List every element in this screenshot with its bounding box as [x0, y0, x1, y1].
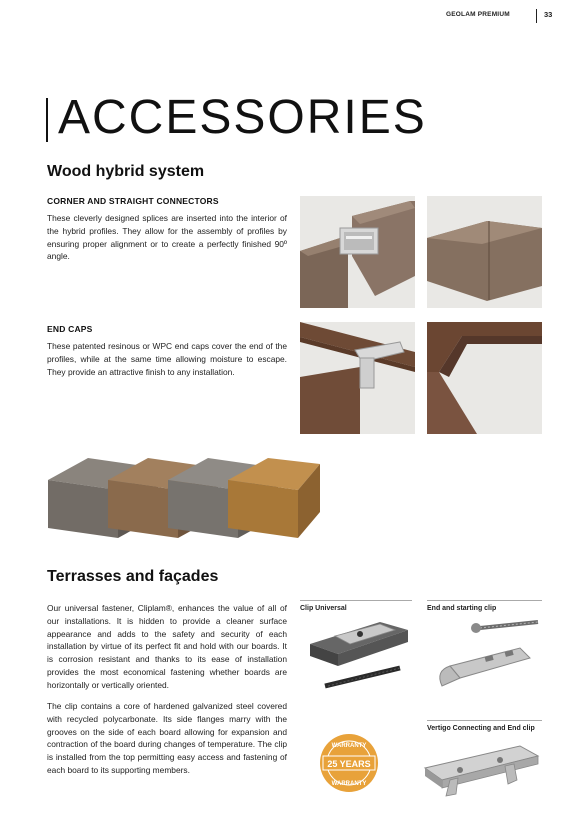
caption-rule — [427, 600, 542, 601]
vertigo-clip-photo — [420, 738, 542, 798]
connectors-body: These cleverly designed splices are inserted into the interior of the hybrid profiles. They allow for the assembly of profiles by ensuring proper alignment or to create a perfectly finished 90º angle. — [47, 213, 287, 262]
end-cap-photo — [300, 322, 415, 434]
title-accent-bar — [46, 98, 48, 142]
caption-rule — [300, 600, 412, 601]
header-brand: GEOLAM PREMIUM — [446, 11, 510, 18]
warranty-badge-top: WARRANTY — [331, 743, 367, 749]
page-number: 33 — [544, 10, 553, 19]
caption-vertigo-clip: Vertigo Connecting and End clip — [427, 725, 535, 732]
caption-clip-universal: Clip Universal — [300, 605, 347, 612]
connector-photo — [300, 196, 415, 308]
caption-end-starting-clip: End and starting clip — [427, 605, 497, 612]
board-samples-photo — [48, 450, 320, 542]
warranty-badge-bottom: WARRANTY — [331, 781, 367, 787]
warranty-badge — [318, 732, 380, 794]
terraces-paragraph-1: Our universal fastener, Cliplam®, enhances the value of all of our installations. It is hidden to provide a cleaner surface appearance and adds to the safety and security of each installation by virtue of its perfect fit and hold with our boards. It is corrosion resistant and thanks to its ease of installation provides the most economical fastening whether boards are horizontally or vertically oriented. — [47, 603, 287, 690]
end-starting-clip-photo — [430, 616, 542, 696]
end-caps-heading: END CAPS — [47, 324, 93, 334]
section-heading-wood-hybrid: Wood hybrid system — [47, 163, 205, 180]
caption-rule — [427, 720, 542, 721]
joined-board-photo — [427, 196, 542, 308]
section-heading-terraces: Terrasses and façades — [47, 568, 219, 585]
connectors-heading: CORNER AND STRAIGHT CONNECTORS — [47, 196, 219, 206]
clip-universal-photo — [300, 616, 415, 696]
page-title: ACCESSORIES — [58, 91, 427, 144]
terraces-paragraph-2: The clip contains a core of hardened galvanized steel covered with recycled polycarbonate. Its side flanges marry with the grooves on the side of each board allowing for expansion and contraction of the board during changes of temperature. The clip is installed from the top permitting easy access and fastening of each board to its supporting members. — [47, 701, 287, 775]
warranty-badge-years: 25 YEARS — [327, 759, 371, 769]
end-caps-body: These patented resinous or WPC end caps cover the end of the profiles, while at the same time allowing moisture to escape. They provide an attractive finish to any installation. — [47, 341, 287, 377]
header-divider — [536, 9, 537, 23]
end-cap-corner-photo — [427, 322, 542, 434]
